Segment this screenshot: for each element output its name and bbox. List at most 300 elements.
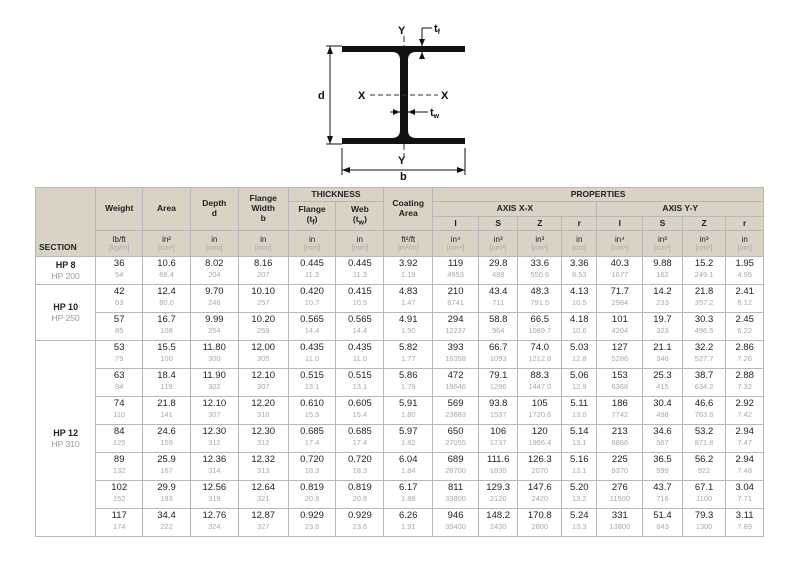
unit-cell — [336, 231, 384, 257]
value-imperial: 0.720 — [300, 454, 324, 465]
table-cell — [643, 481, 683, 509]
table-cell — [726, 257, 764, 285]
value-metric: 550.6 — [530, 270, 550, 279]
header-depth: Depth d — [190, 188, 238, 231]
value-imperial: 32.2 — [694, 342, 714, 353]
table-cell — [143, 397, 191, 425]
value-metric: 321 — [256, 494, 270, 503]
table-cell — [643, 453, 683, 481]
value-imperial: 210 — [447, 286, 464, 297]
unit-metric: [cm] — [572, 242, 587, 252]
unit-imperial: in⁴ — [450, 234, 461, 244]
value-imperial: 1.95 — [735, 258, 754, 269]
value-imperial: 93.8 — [488, 398, 508, 409]
value-metric: 152 — [112, 494, 126, 503]
table-cell — [478, 397, 518, 425]
value-imperial: 84 — [113, 426, 125, 437]
value-imperial: 43.4 — [488, 286, 508, 297]
value-metric: 11500 — [609, 494, 630, 503]
table-cell — [336, 285, 384, 313]
table-cell — [597, 285, 643, 313]
table-cell — [384, 509, 433, 537]
value-imperial: 8.16 — [253, 258, 273, 269]
header-coating-area: Coating Area — [384, 188, 433, 231]
table-cell — [518, 341, 562, 369]
value-imperial: 0.685 — [348, 426, 372, 437]
table-cell — [682, 509, 726, 537]
value-imperial: 127 — [611, 342, 628, 353]
value-metric: 1296 — [489, 382, 507, 391]
table-cell — [643, 285, 683, 313]
value-imperial: 12.30 — [251, 426, 276, 437]
table-cell — [433, 425, 479, 453]
table-cell — [288, 481, 336, 509]
unit-cell — [143, 231, 191, 257]
table-cell — [384, 369, 433, 397]
section-metric-name: HP 310 — [51, 439, 80, 449]
value-metric: 19646 — [445, 382, 466, 391]
value-imperial: 63 — [113, 370, 125, 381]
unit-imperial: lb/ft — [112, 234, 126, 244]
value-metric: 15.5 — [304, 410, 320, 419]
value-imperial: 8.02 — [205, 258, 224, 269]
value-imperial: 0.610 — [300, 398, 324, 409]
table-cell — [384, 341, 433, 369]
value-metric: 110 — [113, 410, 126, 419]
value-imperial: 89 — [113, 454, 125, 465]
value-metric: 14.4 — [352, 326, 368, 335]
value-imperial: 4.13 — [570, 286, 589, 297]
table-cell — [478, 285, 518, 313]
value-imperial: 21.1 — [653, 342, 672, 353]
value-imperial: 15.2 — [694, 258, 714, 269]
value-imperial: 3.92 — [399, 258, 418, 269]
value-metric: 327 — [256, 522, 270, 531]
table-cell — [238, 453, 288, 481]
table-cell — [96, 453, 143, 481]
value-metric: 246 — [208, 298, 221, 307]
table-row — [36, 397, 764, 425]
value-imperial: 36.5 — [653, 454, 672, 465]
value-metric: 1.77 — [400, 354, 416, 363]
value-metric: 2984 — [611, 298, 629, 307]
value-imperial: 101 — [611, 314, 628, 325]
table-cell — [682, 481, 726, 509]
value-metric: 313 — [256, 466, 270, 475]
table-cell — [238, 257, 288, 285]
value-metric: 11.3 — [352, 270, 367, 279]
table-cell — [518, 453, 562, 481]
table-cell — [682, 257, 726, 285]
unit-metric: [cm⁴] — [446, 242, 465, 252]
section-designation — [36, 341, 96, 537]
value-metric: 28700 — [445, 466, 466, 475]
table-cell — [682, 369, 726, 397]
label-tf: tf — [434, 23, 441, 36]
value-metric: 1720.6 — [528, 410, 552, 419]
table-cell — [518, 481, 562, 509]
header-web-thickness: Web $(t_w)$ — [336, 202, 384, 231]
value-metric: 100 — [160, 354, 173, 363]
value-imperial: 24.6 — [157, 426, 176, 437]
value-metric: 716 — [656, 494, 669, 503]
table-cell — [190, 425, 238, 453]
table-cell — [143, 481, 191, 509]
value-imperial: 6.04 — [399, 454, 418, 465]
table-cell — [143, 313, 191, 341]
label-x-right: X — [441, 90, 449, 102]
table-cell — [238, 313, 288, 341]
label-y-bottom: Y — [398, 155, 406, 167]
value-metric: 1737 — [489, 438, 507, 447]
table-cell — [726, 397, 764, 425]
section-name: HP 10 — [53, 302, 79, 312]
value-metric: 314 — [208, 466, 221, 475]
value-metric: 2120 — [489, 494, 507, 503]
table-cell — [478, 453, 518, 481]
i-beam-diagram — [0, 0, 797, 182]
table-cell — [384, 313, 433, 341]
label-b: b — [400, 171, 407, 182]
value-imperial: 42 — [113, 286, 125, 297]
value-imperial: 29.8 — [488, 258, 508, 269]
table-row — [36, 285, 764, 313]
value-imperial: 472 — [447, 370, 464, 381]
value-imperial: 5.24 — [570, 510, 589, 521]
table-cell — [288, 257, 336, 285]
value-metric: 233 — [656, 298, 669, 307]
table-cell — [643, 341, 683, 369]
value-metric: 307 — [256, 382, 270, 391]
unit-imperial: in — [211, 234, 218, 244]
value-imperial: 0.445 — [300, 258, 324, 269]
value-imperial: 0.435 — [300, 342, 324, 353]
table-row — [36, 509, 764, 537]
unit-metric: [mm] — [206, 242, 223, 252]
value-imperial: 0.565 — [300, 314, 324, 325]
value-imperial: 4.83 — [399, 286, 418, 297]
table-row — [36, 425, 764, 453]
value-imperial: 56.2 — [694, 454, 714, 465]
unit-cell — [682, 231, 726, 257]
value-imperial: 5.06 — [570, 370, 589, 381]
table-cell — [478, 481, 518, 509]
value-imperial: 16.7 — [157, 314, 176, 325]
value-imperial: 34.6 — [653, 426, 672, 437]
table-cell — [96, 313, 143, 341]
unit-metric: [cm³] — [531, 242, 549, 252]
value-imperial: 58.8 — [488, 314, 508, 325]
value-metric: 2070 — [531, 466, 549, 475]
table-cell — [726, 313, 764, 341]
value-metric: 119 — [160, 382, 173, 391]
header-flange-width: Flange Width b — [238, 188, 288, 231]
unit-imperial: in — [741, 234, 748, 244]
value-imperial: 569 — [447, 398, 464, 409]
value-imperial: 36 — [113, 258, 125, 269]
table-cell — [682, 313, 726, 341]
table-cell — [143, 369, 191, 397]
header-area: Area — [143, 188, 191, 231]
value-metric: 6.12 — [737, 298, 752, 307]
table-cell — [238, 285, 288, 313]
table-row — [36, 313, 764, 341]
value-metric: 10.7 — [304, 298, 320, 307]
unit-imperial: in — [260, 234, 267, 244]
header-axis-xx: AXIS X-X — [433, 202, 597, 217]
value-metric: 11.0 — [305, 354, 320, 363]
value-metric: 1089.7 — [528, 326, 552, 335]
table-cell — [96, 397, 143, 425]
table-cell — [190, 397, 238, 425]
table-cell — [643, 313, 683, 341]
value-metric: 10.6 — [571, 326, 587, 335]
value-imperial: 0.515 — [300, 370, 324, 381]
table-cell — [433, 313, 479, 341]
unit-cell — [518, 231, 562, 257]
table-cell — [562, 257, 597, 285]
unit-cell — [597, 231, 643, 257]
value-metric: 1447.0 — [528, 382, 552, 391]
value-metric: 599 — [656, 466, 669, 475]
unit-cell — [190, 231, 238, 257]
table-cell — [190, 313, 238, 341]
value-metric: 222 — [160, 522, 173, 531]
value-metric: 1830 — [489, 466, 507, 475]
value-imperial: 12.76 — [202, 510, 227, 521]
table-cell — [433, 481, 479, 509]
header-properties: PROPERTIES — [433, 188, 764, 202]
table-cell — [336, 341, 384, 369]
value-imperial: 5.14 — [570, 426, 589, 437]
value-imperial: 117 — [111, 510, 127, 521]
value-imperial: 106 — [490, 426, 507, 437]
value-metric: 249.1 — [694, 270, 714, 279]
value-metric: 13.1 — [571, 438, 587, 447]
section-designation — [36, 257, 96, 285]
table-cell — [336, 481, 384, 509]
value-metric: 1300 — [695, 522, 713, 531]
value-imperial: 2.88 — [735, 370, 754, 381]
table-cell — [384, 285, 433, 313]
table-cell — [562, 341, 597, 369]
header-section: SECTION — [36, 188, 96, 257]
table-cell — [238, 397, 288, 425]
value-imperial: 46.6 — [694, 398, 714, 409]
value-metric: 23.6 — [352, 522, 368, 531]
value-metric: 132 — [112, 466, 126, 475]
value-imperial: 111.6 — [487, 454, 510, 465]
value-imperial: 88.3 — [530, 370, 550, 381]
value-metric: 567 — [656, 438, 669, 447]
value-metric: 496.5 — [694, 326, 714, 335]
table-cell — [682, 341, 726, 369]
table-cell — [478, 425, 518, 453]
section-name: HP 12 — [53, 428, 79, 438]
value-imperial: 53.2 — [694, 426, 714, 437]
table-cell — [597, 257, 643, 285]
table-cell — [597, 369, 643, 397]
value-imperial: 67.1 — [694, 482, 714, 493]
value-imperial: 5.91 — [399, 398, 418, 409]
table-cell — [384, 481, 433, 509]
table-row — [36, 453, 764, 481]
table-cell — [384, 425, 433, 453]
value-metric: 5286 — [611, 354, 629, 363]
value-imperial: 0.445 — [348, 258, 372, 269]
value-imperial: 30.3 — [694, 314, 714, 325]
value-imperial: 102 — [111, 482, 128, 493]
unit-imperial: in — [356, 234, 364, 244]
value-metric: 1.50 — [400, 326, 416, 335]
bottom-flange — [342, 138, 465, 144]
table-cell — [96, 369, 143, 397]
value-metric: 54 — [115, 270, 124, 279]
value-metric: 13.2 — [571, 494, 587, 503]
value-imperial: 0.420 — [300, 286, 324, 297]
value-imperial: 12.10 — [202, 398, 227, 409]
table-cell — [562, 509, 597, 537]
value-imperial: 14.2 — [653, 286, 672, 297]
value-metric: 125 — [112, 438, 126, 447]
table-cell — [682, 285, 726, 313]
table-cell — [518, 509, 562, 537]
value-imperial: 9.70 — [205, 286, 224, 297]
unit-imperial: in² — [162, 234, 171, 244]
table-cell — [384, 257, 433, 285]
value-metric: 16358 — [445, 354, 466, 363]
value-metric: 8741 — [447, 298, 464, 307]
value-imperial: 5.11 — [570, 398, 589, 409]
table-cell — [726, 285, 764, 313]
value-metric: 1.80 — [400, 410, 416, 419]
value-metric: 259 — [256, 326, 270, 335]
table-cell — [143, 453, 191, 481]
table-cell — [288, 313, 336, 341]
value-metric: 20.8 — [304, 494, 320, 503]
table-cell — [96, 509, 143, 537]
value-imperial: 2.94 — [735, 454, 754, 465]
table-cell — [643, 369, 683, 397]
table-cell — [336, 369, 384, 397]
table-cell — [288, 453, 336, 481]
value-imperial: 3.04 — [735, 482, 754, 493]
value-metric: 4.95 — [737, 270, 752, 279]
value-metric: 14.4 — [304, 326, 320, 335]
value-metric: 6.22 — [737, 326, 752, 335]
value-metric: 12237 — [445, 326, 466, 335]
table-cell — [562, 369, 597, 397]
value-metric: 1677 — [611, 270, 629, 279]
unit-cell — [288, 231, 336, 257]
value-metric: 6368 — [611, 382, 629, 391]
value-imperial: 10.6 — [157, 258, 176, 269]
value-metric: 634.2 — [694, 382, 714, 391]
table-cell — [433, 341, 479, 369]
value-metric: 843 — [656, 522, 669, 531]
value-imperial: 40.3 — [610, 258, 630, 269]
value-imperial: 3.11 — [735, 510, 754, 521]
value-imperial: 12.64 — [251, 482, 276, 493]
table-cell — [190, 369, 238, 397]
unit-cell — [643, 231, 683, 257]
unit-metric: [kg/m] — [108, 242, 130, 252]
unit-metric: [mm] — [351, 242, 369, 252]
table-cell — [643, 257, 683, 285]
table-cell — [562, 313, 597, 341]
table-cell — [597, 481, 643, 509]
table-cell — [336, 425, 384, 453]
table-cell — [478, 509, 518, 537]
value-imperial: 276 — [611, 482, 628, 493]
value-imperial: 811 — [447, 482, 464, 493]
value-metric: 415 — [656, 382, 669, 391]
value-metric: 498 — [656, 410, 669, 419]
table-cell — [562, 285, 597, 313]
value-metric: 1.47 — [400, 298, 416, 307]
value-metric: 8.53 — [571, 270, 587, 279]
value-imperial: 66.5 — [530, 314, 550, 325]
table-row — [36, 481, 764, 509]
unit-cell — [726, 231, 764, 257]
value-metric: 207 — [256, 270, 270, 279]
table-cell — [726, 509, 764, 537]
table-cell — [288, 425, 336, 453]
header-rx: r — [562, 217, 597, 231]
value-metric: 204 — [208, 270, 221, 279]
label-x-left: X — [358, 90, 366, 102]
table-cell — [288, 509, 336, 537]
value-metric: 312 — [256, 438, 270, 447]
value-metric: 18.3 — [352, 466, 368, 475]
value-metric: 94 — [115, 382, 124, 391]
unit-imperial: in³ — [658, 234, 667, 244]
unit-imperial: in³ — [535, 234, 545, 244]
value-imperial: 4.91 — [399, 314, 418, 325]
value-imperial: 393 — [447, 342, 464, 353]
value-imperial: 12.30 — [202, 426, 227, 437]
table-cell — [190, 285, 238, 313]
value-metric: 312 — [208, 438, 221, 447]
value-imperial: 0.565 — [348, 314, 372, 325]
value-imperial: 66.7 — [488, 342, 508, 353]
table-cell — [726, 453, 764, 481]
value-metric: 871.8 — [694, 438, 714, 447]
value-metric: 63 — [115, 298, 124, 307]
table-cell — [726, 369, 764, 397]
table-cell — [238, 425, 288, 453]
value-metric: 302 — [208, 382, 221, 391]
value-imperial: 12.56 — [202, 482, 227, 493]
value-imperial: 153 — [611, 370, 628, 381]
table-cell — [518, 425, 562, 453]
header-sy: S — [643, 217, 683, 231]
value-metric: 1.88 — [400, 494, 416, 503]
section-metric-name: HP 250 — [51, 313, 80, 323]
value-metric: 4953 — [447, 270, 464, 279]
value-metric: 39400 — [445, 522, 466, 531]
value-metric: 2800 — [531, 522, 549, 531]
header-thickness: THICKNESS — [288, 188, 384, 202]
value-imperial: 294 — [447, 314, 464, 325]
value-imperial: 3.36 — [570, 258, 589, 269]
value-metric: 257 — [256, 298, 270, 307]
value-imperial: 147.6 — [527, 482, 552, 493]
value-metric: 13.1 — [352, 382, 368, 391]
value-imperial: 105 — [531, 398, 548, 409]
table-cell — [478, 257, 518, 285]
value-imperial: 0.515 — [348, 370, 372, 381]
